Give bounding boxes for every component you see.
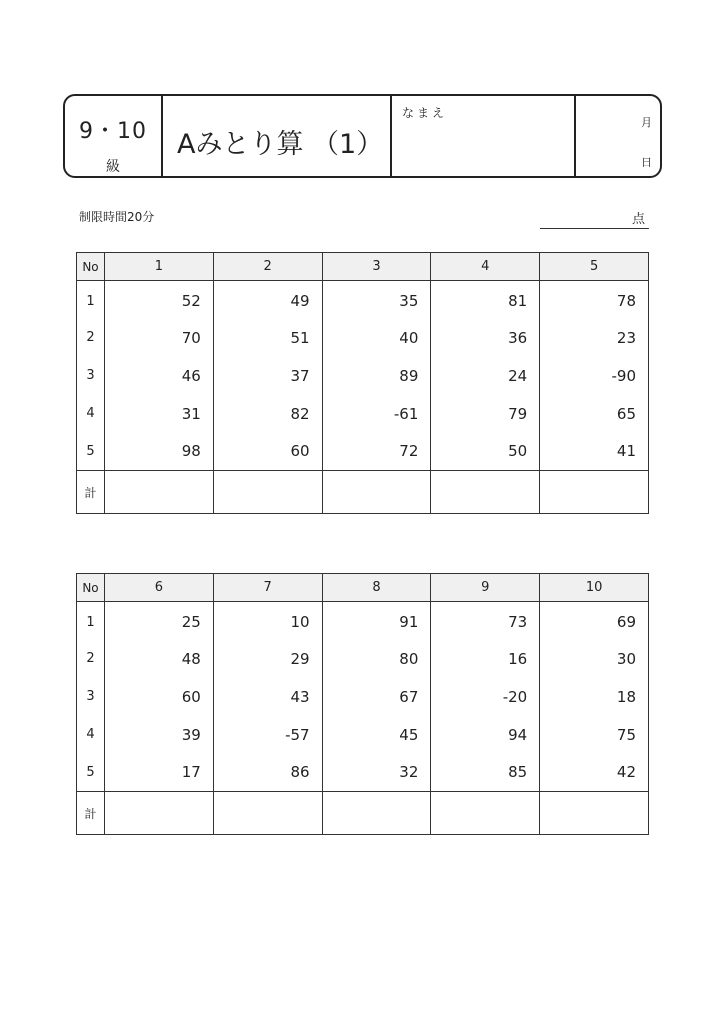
row-number: 2 [77,319,105,357]
problem-value: 52 [105,281,214,319]
row-number: 1 [77,602,105,640]
column-header: 9 [431,574,540,602]
table-row [77,319,649,357]
problem-value: 51 [213,319,322,357]
name-label: なまえ [402,106,448,120]
problem-value: 75 [540,716,649,754]
problem-value: 94 [431,716,540,754]
answer-cell[interactable] [540,792,649,835]
problem-value: 23 [540,319,649,357]
sum-row [77,471,649,514]
column-header: 3 [322,253,431,281]
problem-value: 60 [105,678,214,716]
problem-value: 42 [540,754,649,792]
problem-value: 82 [213,395,322,433]
problem-value: 29 [213,640,322,678]
problem-value: 31 [105,395,214,433]
problem-value: 24 [431,357,540,395]
problem-value: 70 [105,319,214,357]
score-field[interactable] [540,206,649,229]
table-row [77,602,649,640]
problem-value: 69 [540,602,649,640]
time-limit: 制限時間20分 [79,210,155,224]
table-row [77,640,649,678]
problem-value: 79 [431,395,540,433]
answer-cell[interactable] [431,792,540,835]
problem-value: 48 [105,640,214,678]
problem-value: 46 [105,357,214,395]
problem-value: 80 [322,640,431,678]
problem-value: 10 [213,602,322,640]
answer-cell[interactable] [431,471,540,514]
problem-value: 85 [431,754,540,792]
problem-value: 45 [322,716,431,754]
column-header: 2 [213,253,322,281]
row-number: 1 [77,281,105,319]
problem-value: 78 [540,281,649,319]
name-field[interactable] [392,96,576,176]
table-row [77,678,649,716]
problem-value: 25 [105,602,214,640]
answer-cell[interactable] [105,471,214,514]
problem-value: 86 [213,754,322,792]
worksheet-header [63,94,662,178]
problem-value: 89 [322,357,431,395]
grade-cell [65,96,163,176]
problem-value: 98 [105,433,214,471]
problem-value: 60 [213,433,322,471]
problem-value: 72 [322,433,431,471]
day-label: 日 [641,156,652,169]
row-number: 5 [77,754,105,792]
column-header: 7 [213,574,322,602]
grade-level: 9・10 [79,119,147,144]
sum-label: 計 [77,471,105,514]
column-header: 4 [431,253,540,281]
no-header: No [77,253,105,281]
problem-value: 49 [213,281,322,319]
column-header: 1 [105,253,214,281]
answer-cell[interactable] [322,792,431,835]
column-header: 10 [540,574,649,602]
problem-table-1 [76,252,649,514]
no-header: No [77,574,105,602]
problem-value: 67 [322,678,431,716]
problem-value: -90 [540,357,649,395]
problem-value: 35 [322,281,431,319]
column-header: 6 [105,574,214,602]
problem-value: 37 [213,357,322,395]
row-number: 3 [77,678,105,716]
problem-value: 39 [105,716,214,754]
problem-value: 81 [431,281,540,319]
problem-value: 91 [322,602,431,640]
answer-cell[interactable] [213,792,322,835]
problem-value: 30 [540,640,649,678]
table-header-row [77,253,649,281]
problem-value: 16 [431,640,540,678]
problem-value: 18 [540,678,649,716]
table-row [77,716,649,754]
row-number: 2 [77,640,105,678]
month-label: 月 [641,116,652,129]
answer-cell[interactable] [322,471,431,514]
problem-value: 41 [540,433,649,471]
row-number: 3 [77,357,105,395]
table-header-row [77,574,649,602]
sum-row [77,792,649,835]
column-header: 8 [322,574,431,602]
row-number: 5 [77,433,105,471]
sum-label: 計 [77,792,105,835]
problem-value: -57 [213,716,322,754]
problem-value: 32 [322,754,431,792]
table-row [77,357,649,395]
column-header: 5 [540,253,649,281]
table-row [77,433,649,471]
problem-table-2 [76,573,649,835]
table-row [77,281,649,319]
problem-value: -61 [322,395,431,433]
problem-value: 17 [105,754,214,792]
problem-value: 73 [431,602,540,640]
row-number: 4 [77,716,105,754]
table-row [77,395,649,433]
row-number: 4 [77,395,105,433]
table-row [77,754,649,792]
title-cell [163,96,392,176]
problem-value: 40 [322,319,431,357]
answer-cell[interactable] [213,471,322,514]
answer-cell[interactable] [105,792,214,835]
score-label: 点 [631,212,645,227]
problem-value: 65 [540,395,649,433]
problem-value: 43 [213,678,322,716]
problem-value: -20 [431,678,540,716]
problem-value: 50 [431,433,540,471]
date-field[interactable] [576,96,660,176]
grade-unit: 級 [106,159,120,175]
worksheet-title: Aみとり算 （1） [177,129,384,160]
problem-value: 36 [431,319,540,357]
answer-cell[interactable] [540,471,649,514]
